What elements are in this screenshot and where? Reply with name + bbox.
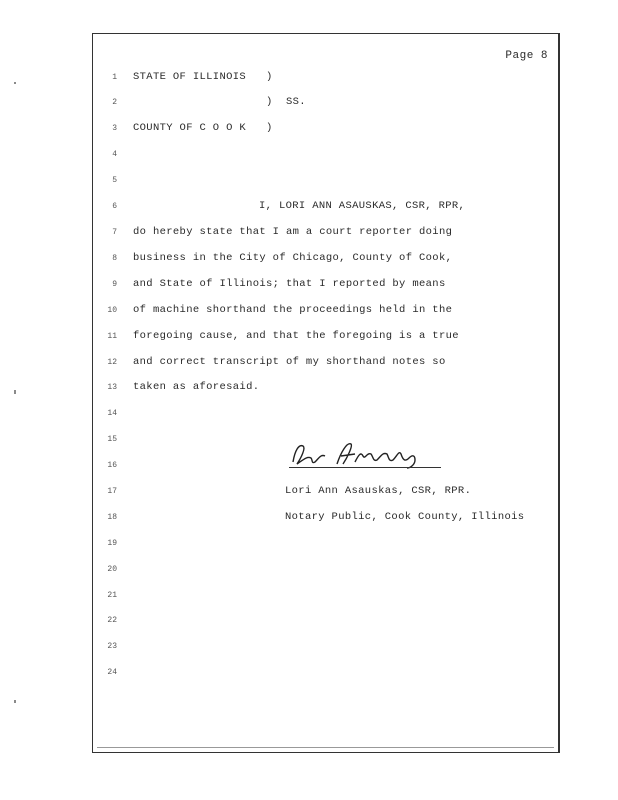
transcript-line [93,589,558,605]
transcript-line [93,122,558,138]
line-number: 14 [107,409,117,418]
transcript-line [93,666,558,682]
line-number: 21 [107,591,117,600]
handwritten-signature-icon [289,440,439,470]
line-number: 8 [112,254,117,263]
line-text: COUNTY OF C O O K ) [133,122,273,134]
line-number: 11 [107,332,117,341]
line-number: 10 [107,306,117,315]
line-number: 4 [112,150,117,159]
bottom-rule [97,747,554,748]
line-number: 1 [112,73,117,82]
line-number: 12 [107,358,117,367]
transcript-line [93,278,558,294]
scan-speck [14,700,16,703]
transcript-line [93,71,558,87]
line-number: 2 [112,98,117,107]
line-number: 9 [112,280,117,289]
transcript-line [93,511,558,527]
signature-line [289,467,441,468]
line-number: 20 [107,565,117,574]
page-number: Page 8 [505,50,548,62]
transcript-line [93,356,558,372]
line-number: 7 [112,228,117,237]
line-number: 19 [107,539,117,548]
line-text: ) SS. [133,96,306,108]
line-number: 15 [107,435,117,444]
transcript-line [93,537,558,553]
line-number: 22 [107,616,117,625]
line-text: Lori Ann Asauskas, CSR, RPR. [285,485,472,497]
line-text: I, LORI ANN ASAUSKAS, CSR, RPR, [259,200,466,212]
line-text: foregoing cause, and that the foregoing is a true [133,330,459,342]
line-number: 6 [112,202,117,211]
transcript-line [93,330,558,346]
line-number: 17 [107,487,117,496]
line-text: Notary Public, Cook County, Illinois [285,511,525,523]
line-number: 18 [107,513,117,522]
scan-speck [14,82,16,84]
line-number: 16 [107,461,117,470]
transcript-line [93,563,558,579]
line-number: 5 [112,176,117,185]
line-text: do hereby state that I am a court reporter doing [133,226,453,238]
line-number: 13 [107,383,117,392]
transcript-line [93,614,558,630]
line-text: taken as aforesaid. [133,381,260,393]
line-number: 23 [107,642,117,651]
transcript-line [93,407,558,423]
transcript-line [93,96,558,112]
transcript-page [92,33,560,753]
transcript-line [93,200,558,216]
transcript-line [93,485,558,501]
line-text: and State of Illinois; that I reported by means [133,278,446,290]
line-text: and correct transcript of my shorthand notes so [133,356,446,368]
line-text: business in the City of Chicago, County of Cook, [133,252,453,264]
transcript-line [93,252,558,268]
transcript-line [93,226,558,242]
line-number: 24 [107,668,117,677]
scan-speck [14,390,16,394]
transcript-line [93,640,558,656]
transcript-line [93,304,558,320]
line-text: STATE OF ILLINOIS ) [133,71,273,83]
transcript-line [93,148,558,164]
transcript-line [93,381,558,397]
line-number: 3 [112,124,117,133]
transcript-line [93,174,558,190]
line-text: of machine shorthand the proceedings held in the [133,304,453,316]
